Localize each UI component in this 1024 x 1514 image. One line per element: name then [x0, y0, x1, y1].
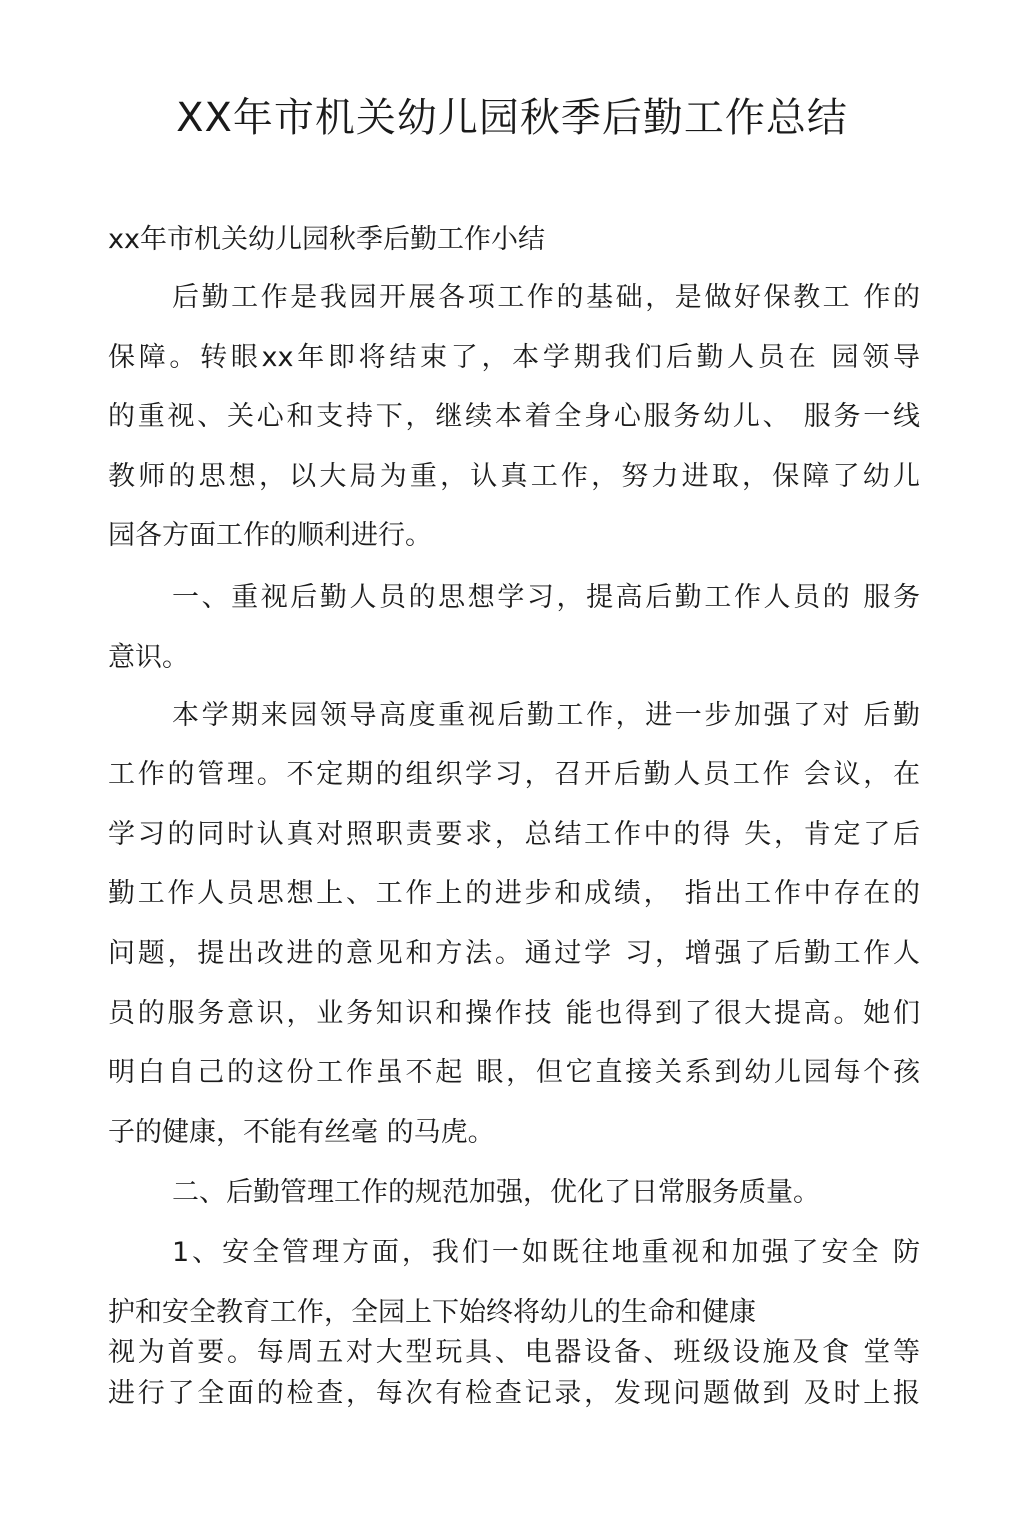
paragraph-line: 问题，提出改进的意见和方法。通过学 习，增强了后勤工作人 [108, 938, 920, 969]
paragraph-line: 学习的同时认真对照职责要求，总结工作中的得 失，肯定了后 [108, 819, 920, 850]
paragraph-line: 教师的思想，以大局为重，认真工作，努力进取，保障了幼儿 [108, 461, 920, 492]
section-heading-line: 二、后勤管理工作的规范加强，优化了日常服务质量。 [172, 1177, 820, 1208]
paragraph-line: 护和安全教育工作，全园上下始终将幼儿的生命和健康 [108, 1297, 756, 1328]
paragraph-line: 员的服务意识，业务知识和操作技 能也得到了很大提高。她们 [108, 998, 920, 1029]
document-subtitle: xx年市机关幼儿园秋季后勤工作小结 [108, 224, 545, 255]
paragraph-line: 园各方面工作的顺利进行。 [108, 520, 432, 551]
paragraph-line: 本学期来园领导高度重视后勤工作，进一步加强了对 后勤 [172, 700, 920, 731]
paragraph-line: 子的健康，不能有丝毫 的马虎。 [108, 1117, 495, 1148]
paragraph-line: 保障。转眼xx年即将结束了，本学期我们后勤人员在 园领导 [108, 342, 920, 373]
section-heading-line: 一、重视后勤人员的思想学习，提高后勤工作人员的 服务 [172, 582, 920, 613]
paragraph-line: 进行了全面的检查，每次有检查记录，发现问题做到 及时上报 [108, 1378, 920, 1409]
paragraph-line: 明白自己的这份工作虽不起 眼，但它直接关系到幼儿园每个孩 [108, 1057, 920, 1088]
paragraph-line: 视为首要。每周五对大型玩具、电器设备、班级设施及食 堂等 [108, 1337, 920, 1368]
paragraph-line: 后勤工作是我园开展各项工作的基础，是做好保教工 作的 [172, 282, 920, 313]
paragraph-line: 勤工作人员思想上、工作上的进步和成绩， 指出工作中存在的 [108, 878, 920, 909]
paragraph-line: 工作的管理。不定期的组织学习，召开后勤人员工作 会议，在 [108, 759, 920, 790]
section-heading-line: 意识。 [108, 642, 189, 673]
paragraph-line: 的重视、关心和支持下，继续本着全身心服务幼儿、 服务一线 [108, 401, 920, 432]
document-title: XX年市机关幼儿园秋季后勤工作总结 [176, 95, 848, 141]
paragraph-line: 1、安全管理方面，我们一如既往地重视和加强了安全 防 [172, 1237, 920, 1268]
